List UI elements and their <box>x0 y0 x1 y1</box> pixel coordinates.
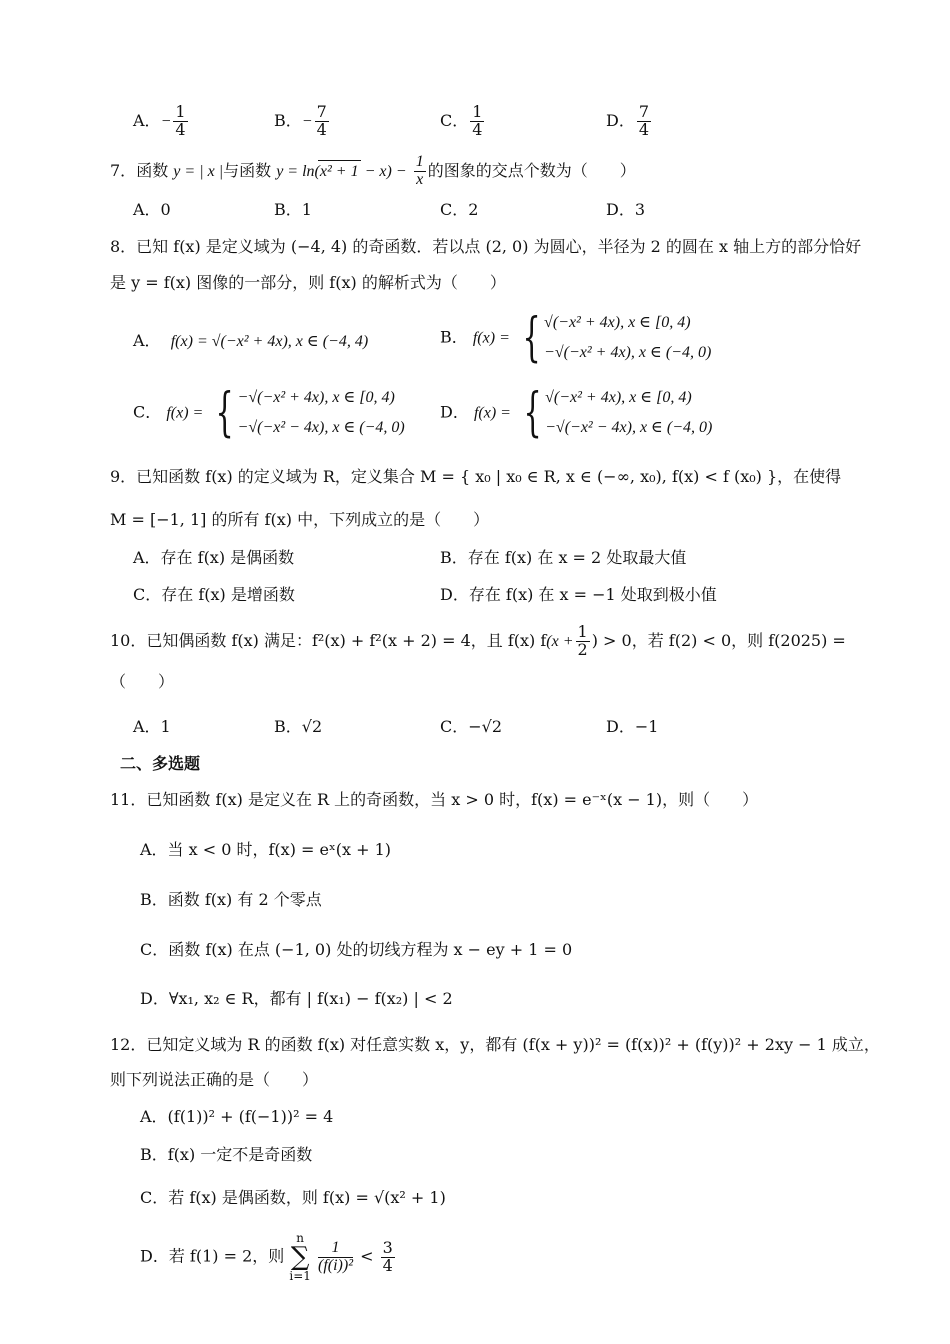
q8-option-c: C． f(x) = { −√(−x² + 4x), x ∈ [0, 4) −√(−x² − 4x), x ∈ (−4, 0) <box>133 383 405 443</box>
sum-symbol: n ∑ i=1 <box>289 1231 311 1283</box>
q8-stem-line2: 是 y = f(x) 图像的一部分，则 f(x) 的解析式为（ ） <box>110 273 506 292</box>
q10-option-a: A．1 <box>133 717 171 736</box>
q12-stem-line1: 12．已知定义域为 R 的函数 f(x) 对任意实数 x，y，都有 (f(x + y))² = (f(x))² + (f(y))² + 2xy − 1 成立， <box>110 1035 880 1054</box>
q8-option-b: B． f(x) = { √(−x² + 4x), x ∈ [0, 4) −√(−x² + 4x), x ∈ (−4, 0) <box>440 308 712 368</box>
section-title-multiple-choice: 二、多选题 <box>120 754 201 773</box>
q10-stem-line2: （ ） <box>110 672 175 691</box>
q10-stem-line1: 10．已知偶函数 f(x) 满足：f²(x) + f²(x + 2) = 4，且 f(x) f(x + $\frac{1}{2}$ ) > 0，若 f(2) < 0，则 f(2025) = <box>110 622 846 659</box>
q12-option-b: B．f(x) 一定不是奇函数 <box>140 1145 313 1164</box>
q6-option-b: B．− $\frac{7}{4}$ <box>274 102 327 139</box>
q11-option-d: D．∀x₁, x₂ ∈ R，都有 | f(x₁) − f(x₂) | < 2 <box>140 989 453 1008</box>
q8-stem-line1: 8．已知 f(x) 是定义域为 (−4, 4) 的奇函数．若以点 (2, 0) 为圆心，半径为 2 的圆在 x 轴上方的部分恰好 <box>110 237 862 256</box>
q12-option-c: C．若 f(x) 是偶函数，则 f(x) = √(x² + 1) <box>140 1188 446 1207</box>
q11-stem: 11．已知函数 f(x) 是定义在 R 上的奇函数，当 x > 0 时，f(x) = e⁻ˣ(x − 1)，则（ ） <box>110 790 759 809</box>
q11-option-a: A．当 x < 0 时，f(x) = eˣ(x + 1) <box>140 840 392 859</box>
q10-option-c: C．−√2 <box>440 717 503 736</box>
q8-option-a: A． f(x) = √(−x² + 4x), x ∈ (−4, 4) <box>133 331 369 350</box>
q6-option-c: C． $\frac{1}{4}$ <box>440 102 483 139</box>
q9-stem-line1: 9．已知函数 f(x) 的定义域为 R，定义集合 M = { x₀ | x₀ ∈ R, x ∈ (−∞, x₀), f(x) < f (x₀) }，在使得 <box>110 467 842 486</box>
q9-option-d: D．存在 f(x) 在 x = −1 处取到极小值 <box>440 585 717 604</box>
q8-option-d: D． f(x) = { √(−x² + 4x), x ∈ [0, 4) −√(−x² − 4x), x ∈ (−4, 0) <box>440 383 713 443</box>
q9-option-a: A．存在 f(x) 是偶函数 <box>133 548 295 567</box>
q7-option-d: D．3 <box>606 200 646 219</box>
q11-option-c: C．函数 f(x) 在点 (−1, 0) 处的切线方程为 x − ey + 1 = 0 <box>140 940 573 959</box>
q9-option-b: B．存在 f(x) 在 x = 2 处取最大值 <box>440 548 687 567</box>
q7-stem: 7．函数 y = | x |与函数 y = ln(x² + 1 − x) − $\frac{1}{x}$ 的图象的交点个数为（ ） <box>110 153 636 188</box>
q12-stem-line2: 则下列说法正确的是（ ） <box>110 1070 319 1089</box>
q6-option-d: D． $\frac{7}{4}$ <box>606 102 650 139</box>
q11-option-b: B．函数 f(x) 有 2 个零点 <box>140 890 322 909</box>
q10-option-d: D．−1 <box>606 717 659 736</box>
q9-option-c: C．存在 f(x) 是增函数 <box>133 585 295 604</box>
q9-stem-line2: M = [−1, 1] 的所有 f(x) 中，下列成立的是（ ） <box>110 510 490 529</box>
q12-option-a: A．(f(1))² + (f(−1))² = 4 <box>140 1107 334 1126</box>
q6-option-a: A．− $\frac{1}{4}$ <box>133 102 186 139</box>
q10-option-b: B．√2 <box>274 717 323 736</box>
q7-option-a: A．0 <box>133 200 171 219</box>
q7-option-c: C．2 <box>440 200 479 219</box>
q12-option-d: D．若 f(1) = 2，则 n ∑ i=1 $\frac{1}{\text{(f(i))²}}$ < $\frac{3}{4}$ <box>140 1231 393 1283</box>
q7-option-b: B．1 <box>274 200 312 219</box>
